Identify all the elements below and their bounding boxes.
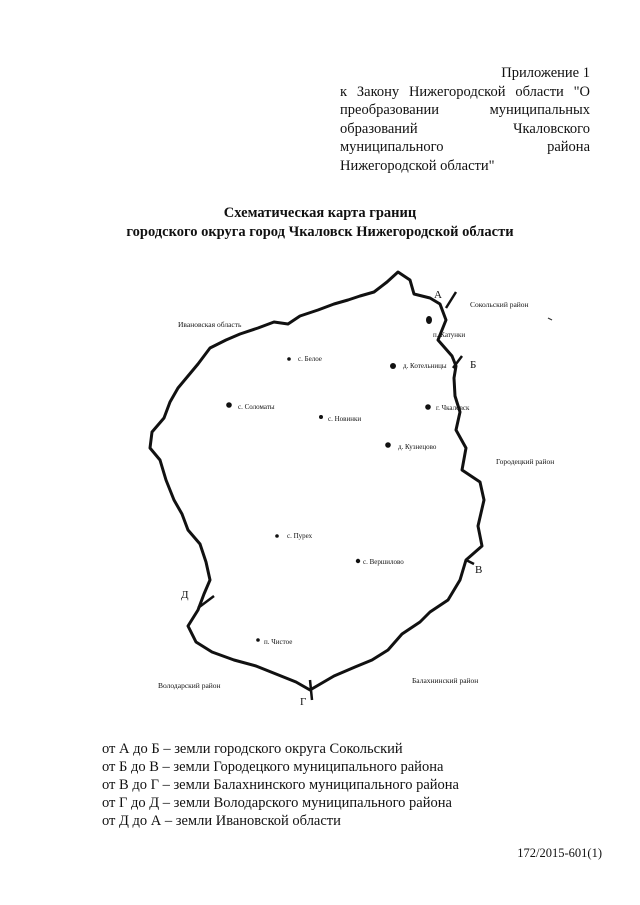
region-balakhninsky: Балахнинский район	[412, 676, 479, 685]
settlement-katunki-label: п. Катунки	[433, 331, 466, 339]
region-ivanovo: Ивановская область	[178, 320, 242, 329]
settlement-solomaty-marker	[226, 402, 232, 408]
junction-a	[446, 292, 456, 308]
point-g: Г	[300, 696, 307, 708]
point-d: Д	[181, 589, 189, 601]
point-a: А	[434, 289, 442, 301]
settlement-vershilovo-marker	[356, 559, 360, 563]
annex-line-4: образований Чкаловского	[340, 120, 590, 137]
document-number: 172/2015-601(1)	[517, 846, 602, 860]
settlement-solomaty-label: с. Соломаты	[238, 403, 275, 411]
legend-item: от Г до Д – земли Володарского муниципального района	[102, 795, 452, 811]
legend-item: от Д до А – земли Ивановской области	[102, 813, 341, 829]
settlement-purekh-label: с. Пурех	[287, 532, 313, 540]
point-b: Б	[470, 359, 477, 371]
annex-line-2: к Закону Нижегородской области "О	[340, 83, 590, 100]
annex-line-6: Нижегородской области"	[340, 157, 495, 174]
region-gorodetsky: Городецкий район	[496, 457, 555, 466]
settlement-chkalovsk-label: г. Чкаловск	[436, 404, 470, 412]
point-v: В	[475, 564, 483, 576]
settlement-chistoe-marker	[256, 638, 260, 642]
annex-line-1: Приложение 1	[501, 65, 590, 81]
settlement-beloe-label: с. Белое	[298, 355, 322, 363]
settlement-purekh-marker	[275, 534, 279, 538]
legend-item: от Б до В – земли Городецкого муниципального района	[102, 759, 444, 775]
settlement-kotelnitsy-marker	[390, 363, 396, 369]
settlement-kuznetsovo-marker	[385, 442, 391, 448]
junction-v	[466, 560, 474, 564]
settlement-kuznetsovo-label: д. Кузнецово	[398, 443, 437, 451]
settlement-vershilovo-label: с. Вершилово	[363, 558, 404, 566]
settlement-novinki-marker	[319, 415, 323, 419]
junction-g	[310, 680, 312, 700]
region-volodarsky: Володарский район	[158, 681, 221, 690]
settlement-katunki-marker	[426, 316, 432, 324]
legend-item: от А до Б – земли городского округа Сокольский	[102, 741, 403, 757]
legend-item: от В до Г – земли Балахнинского муниципального района	[102, 777, 459, 793]
region-sokolsky: Сокольский район	[470, 300, 529, 309]
map-title-line-1: Схематическая карта границ	[223, 205, 417, 221]
settlement-kotelnitsy-label: д. Котельницы	[403, 362, 447, 370]
settlement-chkalovsk-marker	[425, 404, 431, 410]
settlement-novinki-label: с. Новинки	[328, 415, 362, 423]
settlement-beloe-marker	[287, 357, 291, 361]
settlement-chistoe-label: п. Чистое	[264, 638, 293, 646]
annex-line-5: муниципального района	[340, 139, 590, 155]
boundary-legend	[102, 740, 459, 830]
map-title-line-2: городского округа город Чкаловск Нижегородской области	[126, 224, 514, 240]
annex-line-3: преобразовании муниципальных	[340, 102, 590, 118]
